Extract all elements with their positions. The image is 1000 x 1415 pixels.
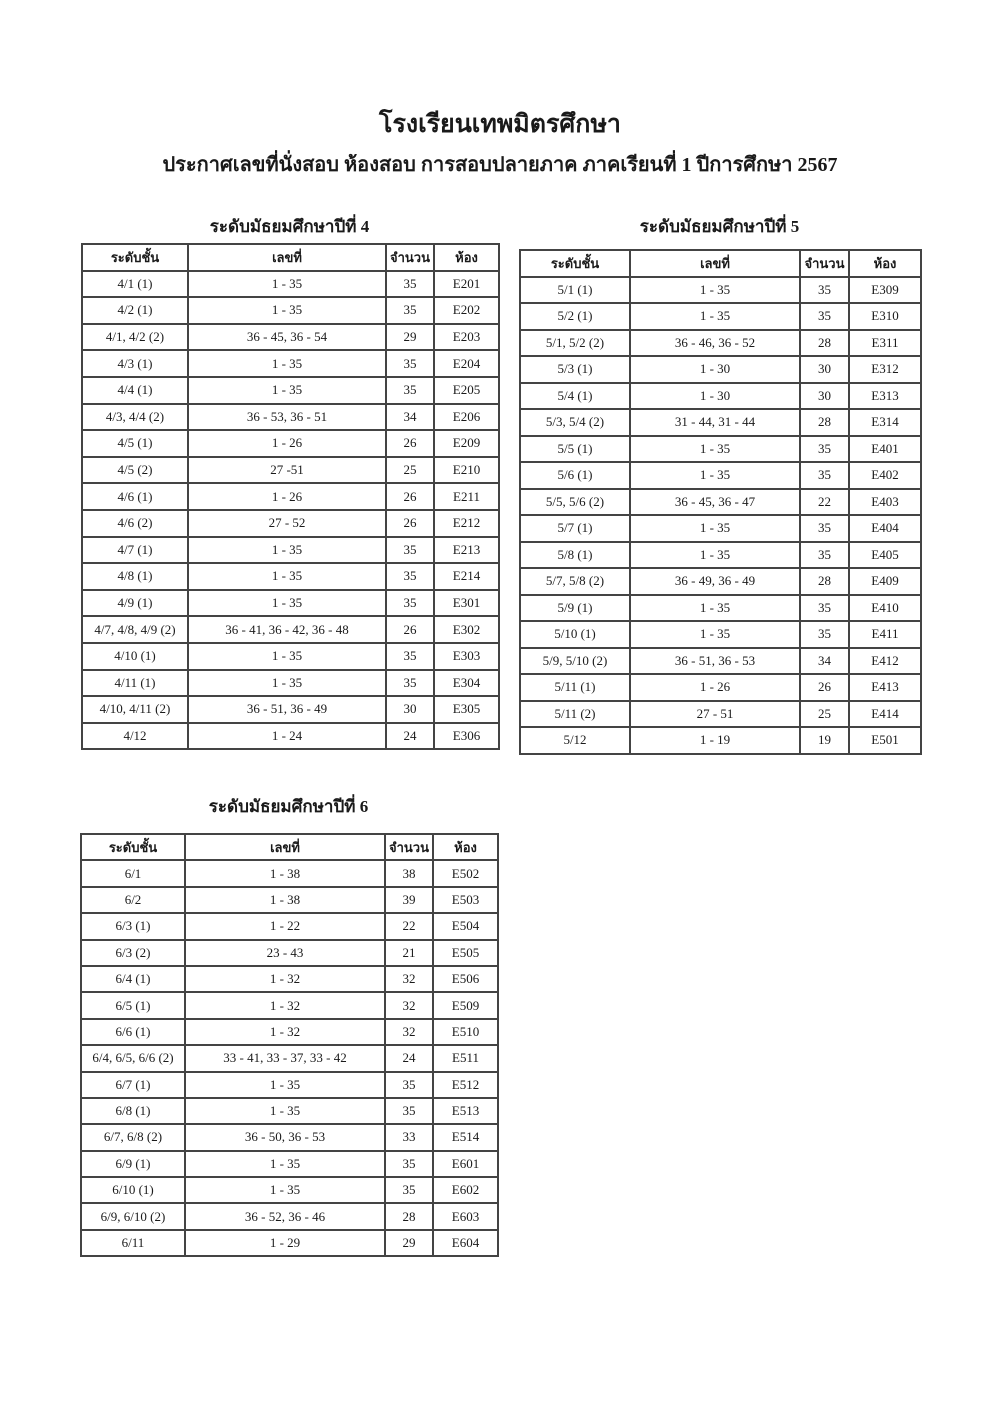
cell-level: 6/10 (1): [81, 1177, 185, 1203]
table-row: [520, 356, 921, 383]
cell-room: E205: [434, 377, 499, 404]
table-row: [81, 940, 498, 966]
section-title-m5: ระดับมัธยมศึกษาปีที่ 5: [639, 217, 800, 236]
cell-count: 28: [800, 409, 849, 436]
cell-room: E311: [849, 330, 921, 357]
table-row: [82, 350, 499, 377]
cell-room: E413: [849, 674, 921, 701]
m4-seat-table: [81, 243, 500, 750]
cell-level: 4/9 (1): [82, 590, 188, 617]
table-row: [520, 303, 921, 330]
cell-room: E503: [433, 887, 498, 913]
cell-seat-numbers: 27 - 51: [630, 701, 800, 728]
cell-seat-numbers: 1 - 35: [188, 297, 386, 324]
table-row: [81, 1151, 498, 1177]
table-row: [520, 462, 921, 489]
cell-room: E512: [433, 1072, 498, 1098]
cell-seat-numbers: 1 - 30: [630, 383, 800, 410]
cell-room: E509: [433, 992, 498, 1018]
table-row: [82, 430, 499, 457]
cell-seat-numbers: 1 - 32: [185, 1019, 385, 1045]
cell-room: E303: [434, 643, 499, 670]
table-row: [82, 696, 499, 723]
table-row: [520, 595, 921, 622]
cell-level: 6/9, 6/10 (2): [81, 1203, 185, 1229]
table-row: [520, 383, 921, 410]
cell-room: E214: [434, 563, 499, 590]
cell-seat-numbers: 36 - 51, 36 - 49: [188, 696, 386, 723]
table-row: [82, 324, 499, 351]
cell-seat-numbers: 1 - 35: [630, 621, 800, 648]
table-row: [82, 616, 499, 643]
table-row: [81, 913, 498, 939]
cell-count: 26: [386, 510, 434, 537]
table-row: [82, 590, 499, 617]
cell-seat-numbers: 1 - 35: [630, 595, 800, 622]
table-row: [81, 1203, 498, 1229]
table-row: [81, 860, 498, 886]
cell-count: 35: [386, 670, 434, 697]
cell-room: E404: [849, 515, 921, 542]
cell-room: E409: [849, 568, 921, 595]
cell-room: E306: [434, 723, 499, 750]
cell-level: 4/4 (1): [82, 377, 188, 404]
cell-level: 6/3 (2): [81, 940, 185, 966]
cell-level: 5/6 (1): [520, 462, 630, 489]
cell-seat-numbers: 1 - 35: [188, 537, 386, 564]
cell-level: 6/11: [81, 1230, 185, 1256]
cell-room: E201: [434, 271, 499, 298]
header-seat-numbers: เลขที่: [185, 834, 385, 860]
table-row: [81, 1019, 498, 1045]
cell-level: 6/6 (1): [81, 1019, 185, 1045]
cell-level: 6/5 (1): [81, 992, 185, 1018]
m5-seat-table: [519, 249, 922, 755]
cell-count: 35: [385, 1151, 433, 1177]
cell-seat-numbers: 1 - 35: [185, 1177, 385, 1203]
cell-level: 6/9 (1): [81, 1151, 185, 1177]
table-row: [82, 297, 499, 324]
cell-room: E213: [434, 537, 499, 564]
cell-level: 4/10 (1): [82, 643, 188, 670]
cell-seat-numbers: 1 - 35: [630, 462, 800, 489]
table-row: [81, 1098, 498, 1124]
cell-count: 32: [385, 992, 433, 1018]
table-header-row: [81, 834, 498, 860]
header-count: จำนวน: [386, 244, 434, 271]
table-row: [81, 1124, 498, 1150]
cell-count: 35: [386, 563, 434, 590]
cell-count: 26: [386, 483, 434, 510]
table-row: [520, 436, 921, 463]
cell-room: E202: [434, 297, 499, 324]
cell-room: E209: [434, 430, 499, 457]
cell-seat-numbers: 31 - 44, 31 - 44: [630, 409, 800, 436]
cell-room: E602: [433, 1177, 498, 1203]
cell-seat-numbers: 27 -51: [188, 457, 386, 484]
table-row: [82, 537, 499, 564]
cell-room: E402: [849, 462, 921, 489]
cell-seat-numbers: 1 - 26: [188, 430, 386, 457]
cell-seat-numbers: 36 - 49, 36 - 49: [630, 568, 800, 595]
cell-level: 4/3, 4/4 (2): [82, 404, 188, 431]
cell-room: E310: [849, 303, 921, 330]
cell-room: E502: [433, 860, 498, 886]
cell-count: 22: [800, 489, 849, 516]
cell-room: E501: [849, 727, 921, 754]
cell-room: E301: [434, 590, 499, 617]
cell-seat-numbers: 1 - 35: [185, 1098, 385, 1124]
cell-count: 26: [800, 674, 849, 701]
table-row: [82, 510, 499, 537]
cell-room: E313: [849, 383, 921, 410]
cell-count: 34: [386, 404, 434, 431]
table-row: [82, 271, 499, 298]
table-row: [520, 568, 921, 595]
header-level: ระดับชั้น: [520, 250, 630, 277]
cell-room: E414: [849, 701, 921, 728]
cell-count: 35: [385, 1177, 433, 1203]
cell-level: 5/1, 5/2 (2): [520, 330, 630, 357]
cell-count: 39: [385, 887, 433, 913]
cell-level: 5/3, 5/4 (2): [520, 409, 630, 436]
table-row: [82, 670, 499, 697]
cell-level: 5/5 (1): [520, 436, 630, 463]
cell-room: E514: [433, 1124, 498, 1150]
table-row: [82, 643, 499, 670]
cell-room: E601: [433, 1151, 498, 1177]
cell-level: 5/7, 5/8 (2): [520, 568, 630, 595]
table-header-row: [82, 244, 499, 271]
cell-seat-numbers: 1 - 35: [630, 436, 800, 463]
cell-seat-numbers: 23 - 43: [185, 940, 385, 966]
cell-seat-numbers: 36 - 50, 36 - 53: [185, 1124, 385, 1150]
cell-seat-numbers: 36 - 52, 36 - 46: [185, 1203, 385, 1229]
cell-level: 6/4, 6/5, 6/6 (2): [81, 1045, 185, 1071]
cell-level: 5/3 (1): [520, 356, 630, 383]
cell-count: 35: [386, 537, 434, 564]
cell-room: E411: [849, 621, 921, 648]
cell-count: 30: [386, 696, 434, 723]
cell-seat-numbers: 1 - 35: [185, 1072, 385, 1098]
table-row: [520, 542, 921, 569]
table-header-row: [520, 250, 921, 277]
cell-level: 4/8 (1): [82, 563, 188, 590]
cell-seat-numbers: 36 - 51, 36 - 53: [630, 648, 800, 675]
cell-count: 19: [800, 727, 849, 754]
cell-level: 4/7, 4/8, 4/9 (2): [82, 616, 188, 643]
cell-count: 28: [800, 568, 849, 595]
cell-count: 38: [385, 860, 433, 886]
table-row: [82, 404, 499, 431]
cell-seat-numbers: 36 - 41, 36 - 42, 36 - 48: [188, 616, 386, 643]
cell-seat-numbers: 1 - 35: [188, 670, 386, 697]
table-row: [81, 992, 498, 1018]
cell-room: E412: [849, 648, 921, 675]
cell-level: 6/8 (1): [81, 1098, 185, 1124]
cell-level: 5/2 (1): [520, 303, 630, 330]
cell-count: 30: [800, 356, 849, 383]
table-row: [82, 377, 499, 404]
cell-level: 6/1: [81, 860, 185, 886]
header-seat-numbers: เลขที่: [188, 244, 386, 271]
cell-room: E304: [434, 670, 499, 697]
cell-seat-numbers: 1 - 24: [188, 723, 386, 750]
section-title-m4: ระดับมัธยมศึกษาปีที่ 4: [209, 217, 370, 236]
header-level: ระดับชั้น: [82, 244, 188, 271]
table-row: [520, 674, 921, 701]
cell-seat-numbers: 1 - 32: [185, 992, 385, 1018]
cell-room: E513: [433, 1098, 498, 1124]
header-room: ห้อง: [849, 250, 921, 277]
cell-level: 4/6 (2): [82, 510, 188, 537]
table-row: [82, 457, 499, 484]
cell-seat-numbers: 36 - 45, 36 - 47: [630, 489, 800, 516]
cell-seat-numbers: 1 - 35: [630, 542, 800, 569]
cell-seat-numbers: 1 - 35: [630, 515, 800, 542]
cell-room: E204: [434, 350, 499, 377]
cell-level: 5/5, 5/6 (2): [520, 489, 630, 516]
m6-seat-table: [80, 833, 499, 1257]
cell-count: 32: [385, 1019, 433, 1045]
header-level: ระดับชั้น: [81, 834, 185, 860]
cell-seat-numbers: 1 - 35: [188, 377, 386, 404]
cell-seat-numbers: 1 - 38: [185, 887, 385, 913]
cell-room: E314: [849, 409, 921, 436]
cell-level: 6/7, 6/8 (2): [81, 1124, 185, 1150]
cell-seat-numbers: 1 - 32: [185, 966, 385, 992]
cell-level: 4/3 (1): [82, 350, 188, 377]
cell-seat-numbers: 1 - 35: [630, 303, 800, 330]
cell-room: E604: [433, 1230, 498, 1256]
cell-seat-numbers: 1 - 26: [630, 674, 800, 701]
cell-room: E211: [434, 483, 499, 510]
cell-level: 4/2 (1): [82, 297, 188, 324]
cell-room: E511: [433, 1045, 498, 1071]
cell-level: 4/1, 4/2 (2): [82, 324, 188, 351]
cell-seat-numbers: 1 - 35: [188, 350, 386, 377]
cell-seat-numbers: 27 - 52: [188, 510, 386, 537]
cell-level: 5/10 (1): [520, 621, 630, 648]
cell-seat-numbers: 1 - 35: [188, 643, 386, 670]
cell-room: E302: [434, 616, 499, 643]
table-row: [520, 277, 921, 304]
cell-seat-numbers: 36 - 53, 36 - 51: [188, 404, 386, 431]
cell-room: E210: [434, 457, 499, 484]
header-count: จำนวน: [385, 834, 433, 860]
cell-level: 4/12: [82, 723, 188, 750]
cell-count: 28: [385, 1203, 433, 1229]
cell-level: 5/9, 5/10 (2): [520, 648, 630, 675]
cell-count: 24: [386, 723, 434, 750]
cell-count: 29: [386, 324, 434, 351]
cell-count: 35: [800, 436, 849, 463]
cell-count: 35: [386, 350, 434, 377]
cell-count: 35: [386, 377, 434, 404]
cell-seat-numbers: 1 - 35: [188, 563, 386, 590]
cell-level: 6/4 (1): [81, 966, 185, 992]
cell-seat-numbers: 36 - 46, 36 - 52: [630, 330, 800, 357]
table-row: [82, 563, 499, 590]
cell-room: E504: [433, 913, 498, 939]
cell-level: 4/10, 4/11 (2): [82, 696, 188, 723]
cell-seat-numbers: 1 - 35: [185, 1151, 385, 1177]
cell-room: E506: [433, 966, 498, 992]
cell-count: 35: [800, 595, 849, 622]
cell-level: 4/11 (1): [82, 670, 188, 697]
cell-room: E305: [434, 696, 499, 723]
cell-room: E206: [434, 404, 499, 431]
cell-count: 35: [800, 462, 849, 489]
table-row: [520, 621, 921, 648]
cell-count: 21: [385, 940, 433, 966]
header-seat-numbers: เลขที่: [630, 250, 800, 277]
cell-seat-numbers: 1 - 35: [188, 271, 386, 298]
table-row: [82, 483, 499, 510]
cell-count: 35: [800, 277, 849, 304]
table-row: [520, 330, 921, 357]
table-row: [81, 887, 498, 913]
cell-level: 6/2: [81, 887, 185, 913]
cell-seat-numbers: 1 - 29: [185, 1230, 385, 1256]
cell-seat-numbers: 1 - 26: [188, 483, 386, 510]
cell-seat-numbers: 33 - 41, 33 - 37, 33 - 42: [185, 1045, 385, 1071]
table-row: [520, 515, 921, 542]
cell-room: E212: [434, 510, 499, 537]
cell-level: 5/11 (2): [520, 701, 630, 728]
cell-count: 25: [386, 457, 434, 484]
cell-count: 22: [385, 913, 433, 939]
table-row: [81, 966, 498, 992]
cell-seat-numbers: 36 - 45, 36 - 54: [188, 324, 386, 351]
cell-level: 5/9 (1): [520, 595, 630, 622]
cell-level: 4/7 (1): [82, 537, 188, 564]
cell-count: 24: [385, 1045, 433, 1071]
cell-level: 6/3 (1): [81, 913, 185, 939]
cell-level: 6/7 (1): [81, 1072, 185, 1098]
section-title-m6: ระดับมัธยมศึกษาปีที่ 6: [208, 797, 369, 816]
cell-level: 5/7 (1): [520, 515, 630, 542]
cell-count: 33: [385, 1124, 433, 1150]
cell-level: 5/1 (1): [520, 277, 630, 304]
cell-count: 29: [385, 1230, 433, 1256]
table-row: [520, 409, 921, 436]
cell-count: 34: [800, 648, 849, 675]
cell-count: 35: [800, 542, 849, 569]
cell-level: 5/4 (1): [520, 383, 630, 410]
cell-count: 35: [386, 297, 434, 324]
cell-seat-numbers: 1 - 35: [630, 277, 800, 304]
table-row: [81, 1045, 498, 1071]
cell-room: E312: [849, 356, 921, 383]
cell-room: E410: [849, 595, 921, 622]
cell-count: 32: [385, 966, 433, 992]
table-row: [520, 701, 921, 728]
header-room: ห้อง: [434, 244, 499, 271]
cell-seat-numbers: 1 - 22: [185, 913, 385, 939]
cell-level: 4/5 (1): [82, 430, 188, 457]
cell-room: E510: [433, 1019, 498, 1045]
announcement-title: ประกาศเลขที่นั่งสอบ ห้องสอบ การสอบปลายภาค ภาคเรียนที่ 1 ปีการศึกษา 2567: [162, 154, 838, 176]
cell-count: 26: [386, 430, 434, 457]
header-room: ห้อง: [433, 834, 498, 860]
table-row: [520, 648, 921, 675]
cell-room: E403: [849, 489, 921, 516]
cell-count: 28: [800, 330, 849, 357]
header-count: จำนวน: [800, 250, 849, 277]
cell-seat-numbers: 1 - 30: [630, 356, 800, 383]
cell-count: 25: [800, 701, 849, 728]
cell-count: 35: [386, 590, 434, 617]
school-name: โรงเรียนเทพมิตรศึกษา: [379, 111, 621, 138]
cell-count: 35: [386, 271, 434, 298]
cell-count: 35: [800, 515, 849, 542]
cell-count: 35: [385, 1098, 433, 1124]
cell-room: E603: [433, 1203, 498, 1229]
cell-seat-numbers: 1 - 19: [630, 727, 800, 754]
table-row: [520, 489, 921, 516]
table-row: [81, 1177, 498, 1203]
cell-count: 30: [800, 383, 849, 410]
cell-room: E309: [849, 277, 921, 304]
cell-room: E405: [849, 542, 921, 569]
cell-level: 5/12: [520, 727, 630, 754]
table-row: [81, 1072, 498, 1098]
cell-level: 5/11 (1): [520, 674, 630, 701]
cell-count: 35: [386, 643, 434, 670]
cell-count: 35: [385, 1072, 433, 1098]
cell-level: 4/6 (1): [82, 483, 188, 510]
cell-seat-numbers: 1 - 38: [185, 860, 385, 886]
cell-level: 4/5 (2): [82, 457, 188, 484]
cell-count: 26: [386, 616, 434, 643]
cell-room: E203: [434, 324, 499, 351]
cell-level: 4/1 (1): [82, 271, 188, 298]
cell-seat-numbers: 1 - 35: [188, 590, 386, 617]
cell-room: E401: [849, 436, 921, 463]
cell-count: 35: [800, 621, 849, 648]
table-row: [82, 723, 499, 750]
cell-level: 5/8 (1): [520, 542, 630, 569]
cell-room: E505: [433, 940, 498, 966]
cell-count: 35: [800, 303, 849, 330]
table-row: [81, 1230, 498, 1256]
table-row: [520, 727, 921, 754]
